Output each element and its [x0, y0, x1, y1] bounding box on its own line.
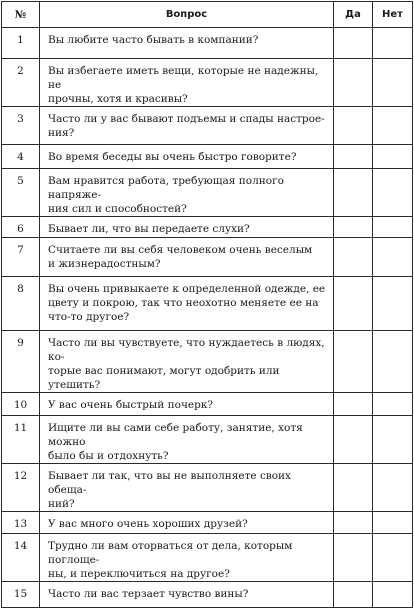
question-number: 2: [2, 59, 40, 107]
answer-no-cell[interactable]: [373, 277, 413, 331]
question-number: 5: [2, 169, 40, 217]
questionnaire-sheet: [1, 1, 412, 600]
question-number: 14: [2, 534, 40, 582]
question-text: [40, 238, 334, 277]
answer-no-cell[interactable]: [373, 582, 413, 608]
question-text: [40, 277, 334, 331]
question-text: [40, 145, 334, 169]
header-question: Вопрос: [40, 2, 334, 28]
question-number: 15: [2, 582, 40, 608]
answer-yes-cell[interactable]: [334, 331, 373, 393]
question-row: [2, 512, 413, 534]
question-text-content: Во время беседы вы очень быстро говорите?: [48, 151, 297, 163]
question-row: [2, 277, 413, 331]
answer-no-cell[interactable]: [373, 512, 413, 534]
answer-no-cell[interactable]: [373, 145, 413, 169]
question-text: [40, 512, 334, 534]
answer-yes-cell[interactable]: [334, 145, 373, 169]
question-row: [2, 534, 413, 582]
answer-no-cell[interactable]: [373, 107, 413, 145]
answer-yes-cell[interactable]: [334, 169, 373, 217]
question-row: [2, 331, 413, 393]
question-number: 11: [2, 416, 40, 464]
question-text-content: Часто ли вас терзает чувство вины?: [48, 588, 249, 600]
question-text-content: Считаете ли вы себя человеком очень веселым и жизнерадостным?: [48, 244, 313, 270]
answer-yes-cell[interactable]: [334, 28, 373, 59]
question-text-content: Часто ли вы чувствуете, что нуждаетесь в людях, ко- торые вас понимают, могут одобрить или утешить?: [48, 337, 325, 391]
answer-yes-cell[interactable]: [334, 59, 373, 107]
question-text: [40, 331, 334, 393]
question-text-content: У вас очень быстрый почерк?: [48, 399, 214, 411]
answer-no-cell[interactable]: [373, 169, 413, 217]
answer-yes-cell[interactable]: [334, 277, 373, 331]
header-row: [2, 2, 413, 28]
question-number: 7: [2, 238, 40, 277]
question-text-content: Часто ли у вас бывают подъемы и спады настрое- ния?: [48, 113, 325, 139]
question-text: [40, 28, 334, 59]
question-text: [40, 464, 334, 512]
answer-yes-cell[interactable]: [334, 512, 373, 534]
answer-yes-cell[interactable]: [334, 464, 373, 512]
answer-no-cell[interactable]: [373, 331, 413, 393]
answer-no-cell[interactable]: [373, 238, 413, 277]
question-text-content: Ищите ли вы сами себе работу, занятие, хотя можно было бы и отдохнуть?: [48, 422, 303, 462]
question-row: [2, 107, 413, 145]
question-text: [40, 169, 334, 217]
answer-no-cell[interactable]: [373, 59, 413, 107]
question-number: 6: [2, 217, 40, 238]
question-row: [2, 59, 413, 107]
answer-no-cell[interactable]: [373, 464, 413, 512]
question-row: [2, 416, 413, 464]
question-row: [2, 217, 413, 238]
question-number: 10: [2, 393, 40, 416]
question-text-content: Вы любите часто бывать в компании?: [48, 34, 259, 46]
question-text-content: Вам нравится работа, требующая полного напряже- ния сил и способностей?: [48, 175, 284, 215]
question-text-content: Трудно ли вам оторваться от дела, которым поглоще- ны, и переключиться на другое?: [48, 540, 293, 580]
answer-no-cell[interactable]: [373, 416, 413, 464]
question-text: [40, 217, 334, 238]
question-text: [40, 582, 334, 608]
header-yes: Да: [334, 2, 373, 28]
answer-yes-cell[interactable]: [334, 534, 373, 582]
answer-no-cell[interactable]: [373, 534, 413, 582]
question-number: 12: [2, 464, 40, 512]
question-text: [40, 107, 334, 145]
question-row: [2, 582, 413, 608]
question-text: [40, 59, 334, 107]
question-number: 4: [2, 145, 40, 169]
question-text-content: Бывает ли, что вы передаете слухи?: [48, 223, 250, 235]
question-number: 9: [2, 331, 40, 393]
answer-no-cell[interactable]: [373, 393, 413, 416]
answer-yes-cell[interactable]: [334, 393, 373, 416]
answer-yes-cell[interactable]: [334, 582, 373, 608]
question-text: [40, 393, 334, 416]
answer-yes-cell[interactable]: [334, 217, 373, 238]
question-text-content: Вы очень привыкаете к определенной одежде, ее цвету и покрою, так что неохотно меняете ее на что-то другое?: [48, 283, 326, 323]
answer-no-cell[interactable]: [373, 217, 413, 238]
answer-yes-cell[interactable]: [334, 238, 373, 277]
header-no: Нет: [373, 2, 413, 28]
question-text-content: У вас много очень хороших друзей?: [48, 518, 248, 530]
question-row: [2, 169, 413, 217]
question-number: 8: [2, 277, 40, 331]
question-text-content: Вы избегаете иметь вещи, которые не надежны, не прочны, хотя и красивы?: [48, 65, 319, 105]
question-row: [2, 28, 413, 59]
answer-yes-cell[interactable]: [334, 107, 373, 145]
question-row: [2, 238, 413, 277]
question-number: 13: [2, 512, 40, 534]
question-row: [2, 145, 413, 169]
header-number: №: [2, 2, 40, 28]
question-row: [2, 393, 413, 416]
questionnaire-table: [1, 1, 413, 608]
answer-yes-cell[interactable]: [334, 416, 373, 464]
answer-no-cell[interactable]: [373, 28, 413, 59]
question-number: 1: [2, 28, 40, 59]
question-text-content: Бывает ли так, что вы не выполняете своих обеща- ний?: [48, 470, 291, 510]
question-text: [40, 416, 334, 464]
question-row: [2, 464, 413, 512]
question-text: [40, 534, 334, 582]
question-number: 3: [2, 107, 40, 145]
